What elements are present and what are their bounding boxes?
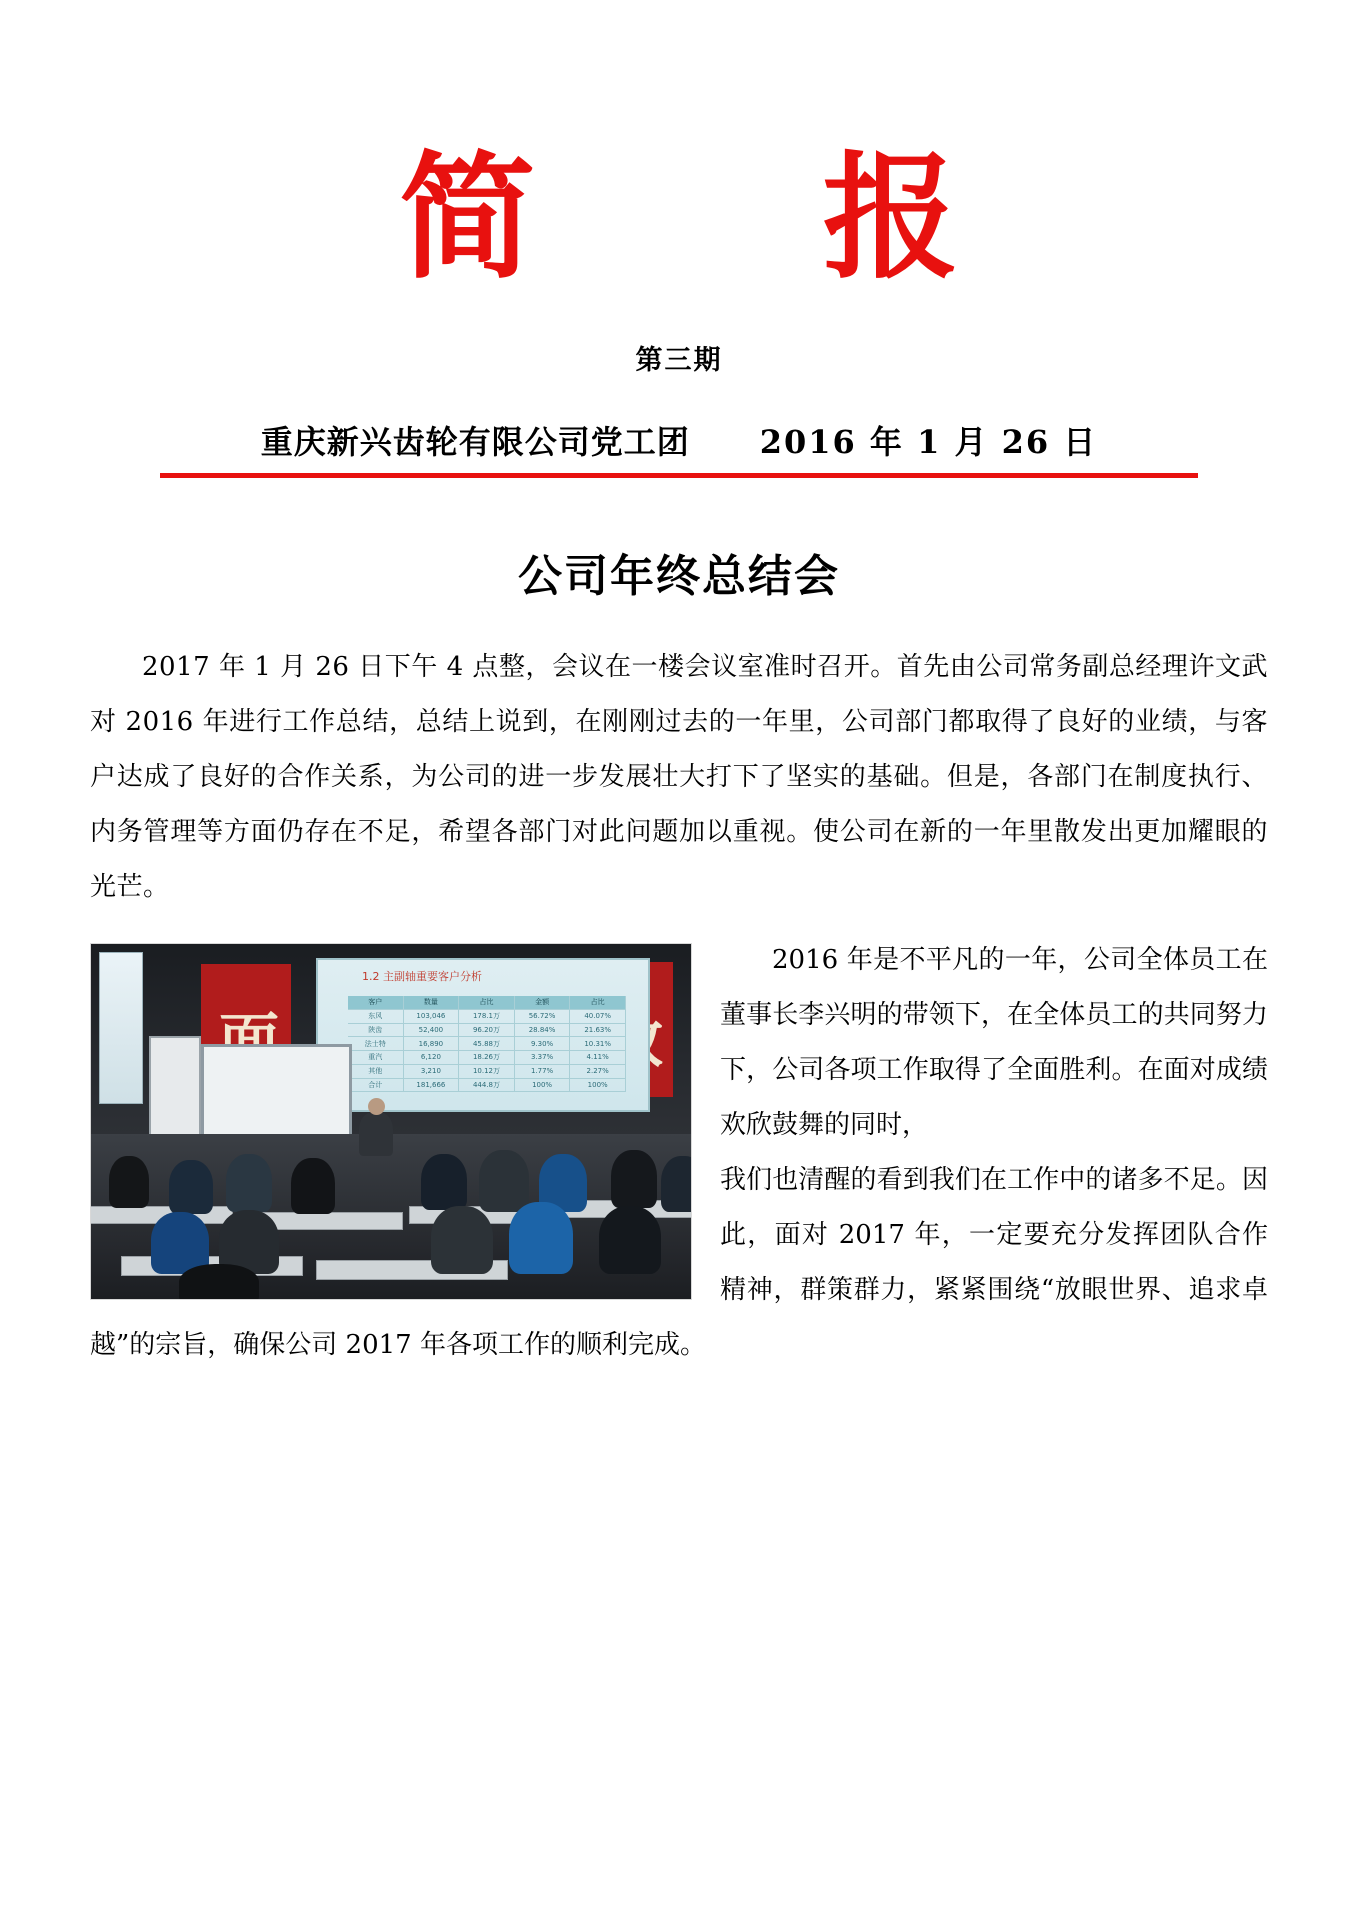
slide-table: 客户 数量 占比 金额 占比 东风 103,046 178.1万 56.72% 40.07% 陕齿 52,400 96.20万 28.84% 21.63% 法士特 16,890 45.88万 9.30% 10.31% 重汽 6,120 18.26万 3.37% 4.11% 其他 3,210 10.12万 1.77% 2.27% 合计 181,666 444.8万 100% 100% — [348, 996, 626, 1098]
figure-block — [90, 933, 1268, 1373]
org-date-row — [90, 417, 1268, 463]
photo-attendee — [661, 1156, 692, 1212]
photo-attendee — [611, 1150, 657, 1208]
photo-attendee — [179, 1264, 259, 1300]
meeting-photo — [90, 943, 692, 1300]
paragraph-2-wrap: 我们也清醒的看到我们在工作中的诸多不足。因此，面对 2017 年，一定要充分发挥团队合作精神，群策群力，紧紧围绕“放眼世界、追求卓越”的宗旨，确保公司 2017 年各项工作的顺利完成。 — [90, 1165, 1268, 1360]
photo-attendee — [599, 1206, 661, 1274]
page-title: 简 报 — [399, 138, 1079, 298]
photo-presenter — [359, 1112, 393, 1156]
photo-attendee — [226, 1154, 272, 1212]
photo-whiteboard — [201, 1044, 352, 1138]
photo-door — [149, 1036, 201, 1138]
photo-attendee — [421, 1154, 467, 1210]
photo-attendee — [431, 1206, 493, 1274]
photo-attendee — [109, 1156, 149, 1208]
photo-projection-screen — [316, 958, 650, 1112]
issue-number: 第三期 — [635, 345, 723, 376]
photo-attendee — [479, 1150, 529, 1212]
article-title: 公司年终总结会 — [518, 551, 840, 602]
slide-title: 1.2 主副轴重要客户分析 — [362, 970, 482, 983]
masthead — [90, 0, 1268, 377]
article-body — [90, 640, 1268, 915]
photo-attendee — [509, 1202, 573, 1274]
paragraph-1: 2017 年 1 月 26 日下午 4 点整，会议在一楼会议室准时召开。首先由公司常务副总经理许文武对 2016 年进行工作总结，总结上说到，在刚刚过去的一年里，公司部门都取得了良好的业绩，与客户达成了良好的合作关系，为公司的进一步发展壮大打下了坚实的基础。但是，各部门在制度执行、内务管理等方面仍存在不足，希望各部门对此问题加以重视。使公司在新的一年里散发出更加耀眼的光芒。 — [90, 652, 1268, 902]
publication-date: 2016 年 1 月 26 日 — [759, 423, 1098, 461]
red-divider — [160, 473, 1198, 478]
paragraph-2-lead: 2016 年是不平凡的一年，公司全体员工在董事长李兴明的带领下，在全体员工的共同努力下，公司各项工作取得了全面胜利。在面对成绩欢欣鼓舞的同时， — [720, 945, 1268, 1140]
photo-attendee — [169, 1160, 213, 1214]
organization-name: 重庆新兴齿轮有限公司党工团 — [260, 423, 690, 461]
photo-attendee — [291, 1158, 335, 1214]
photo-poster — [99, 952, 143, 1104]
